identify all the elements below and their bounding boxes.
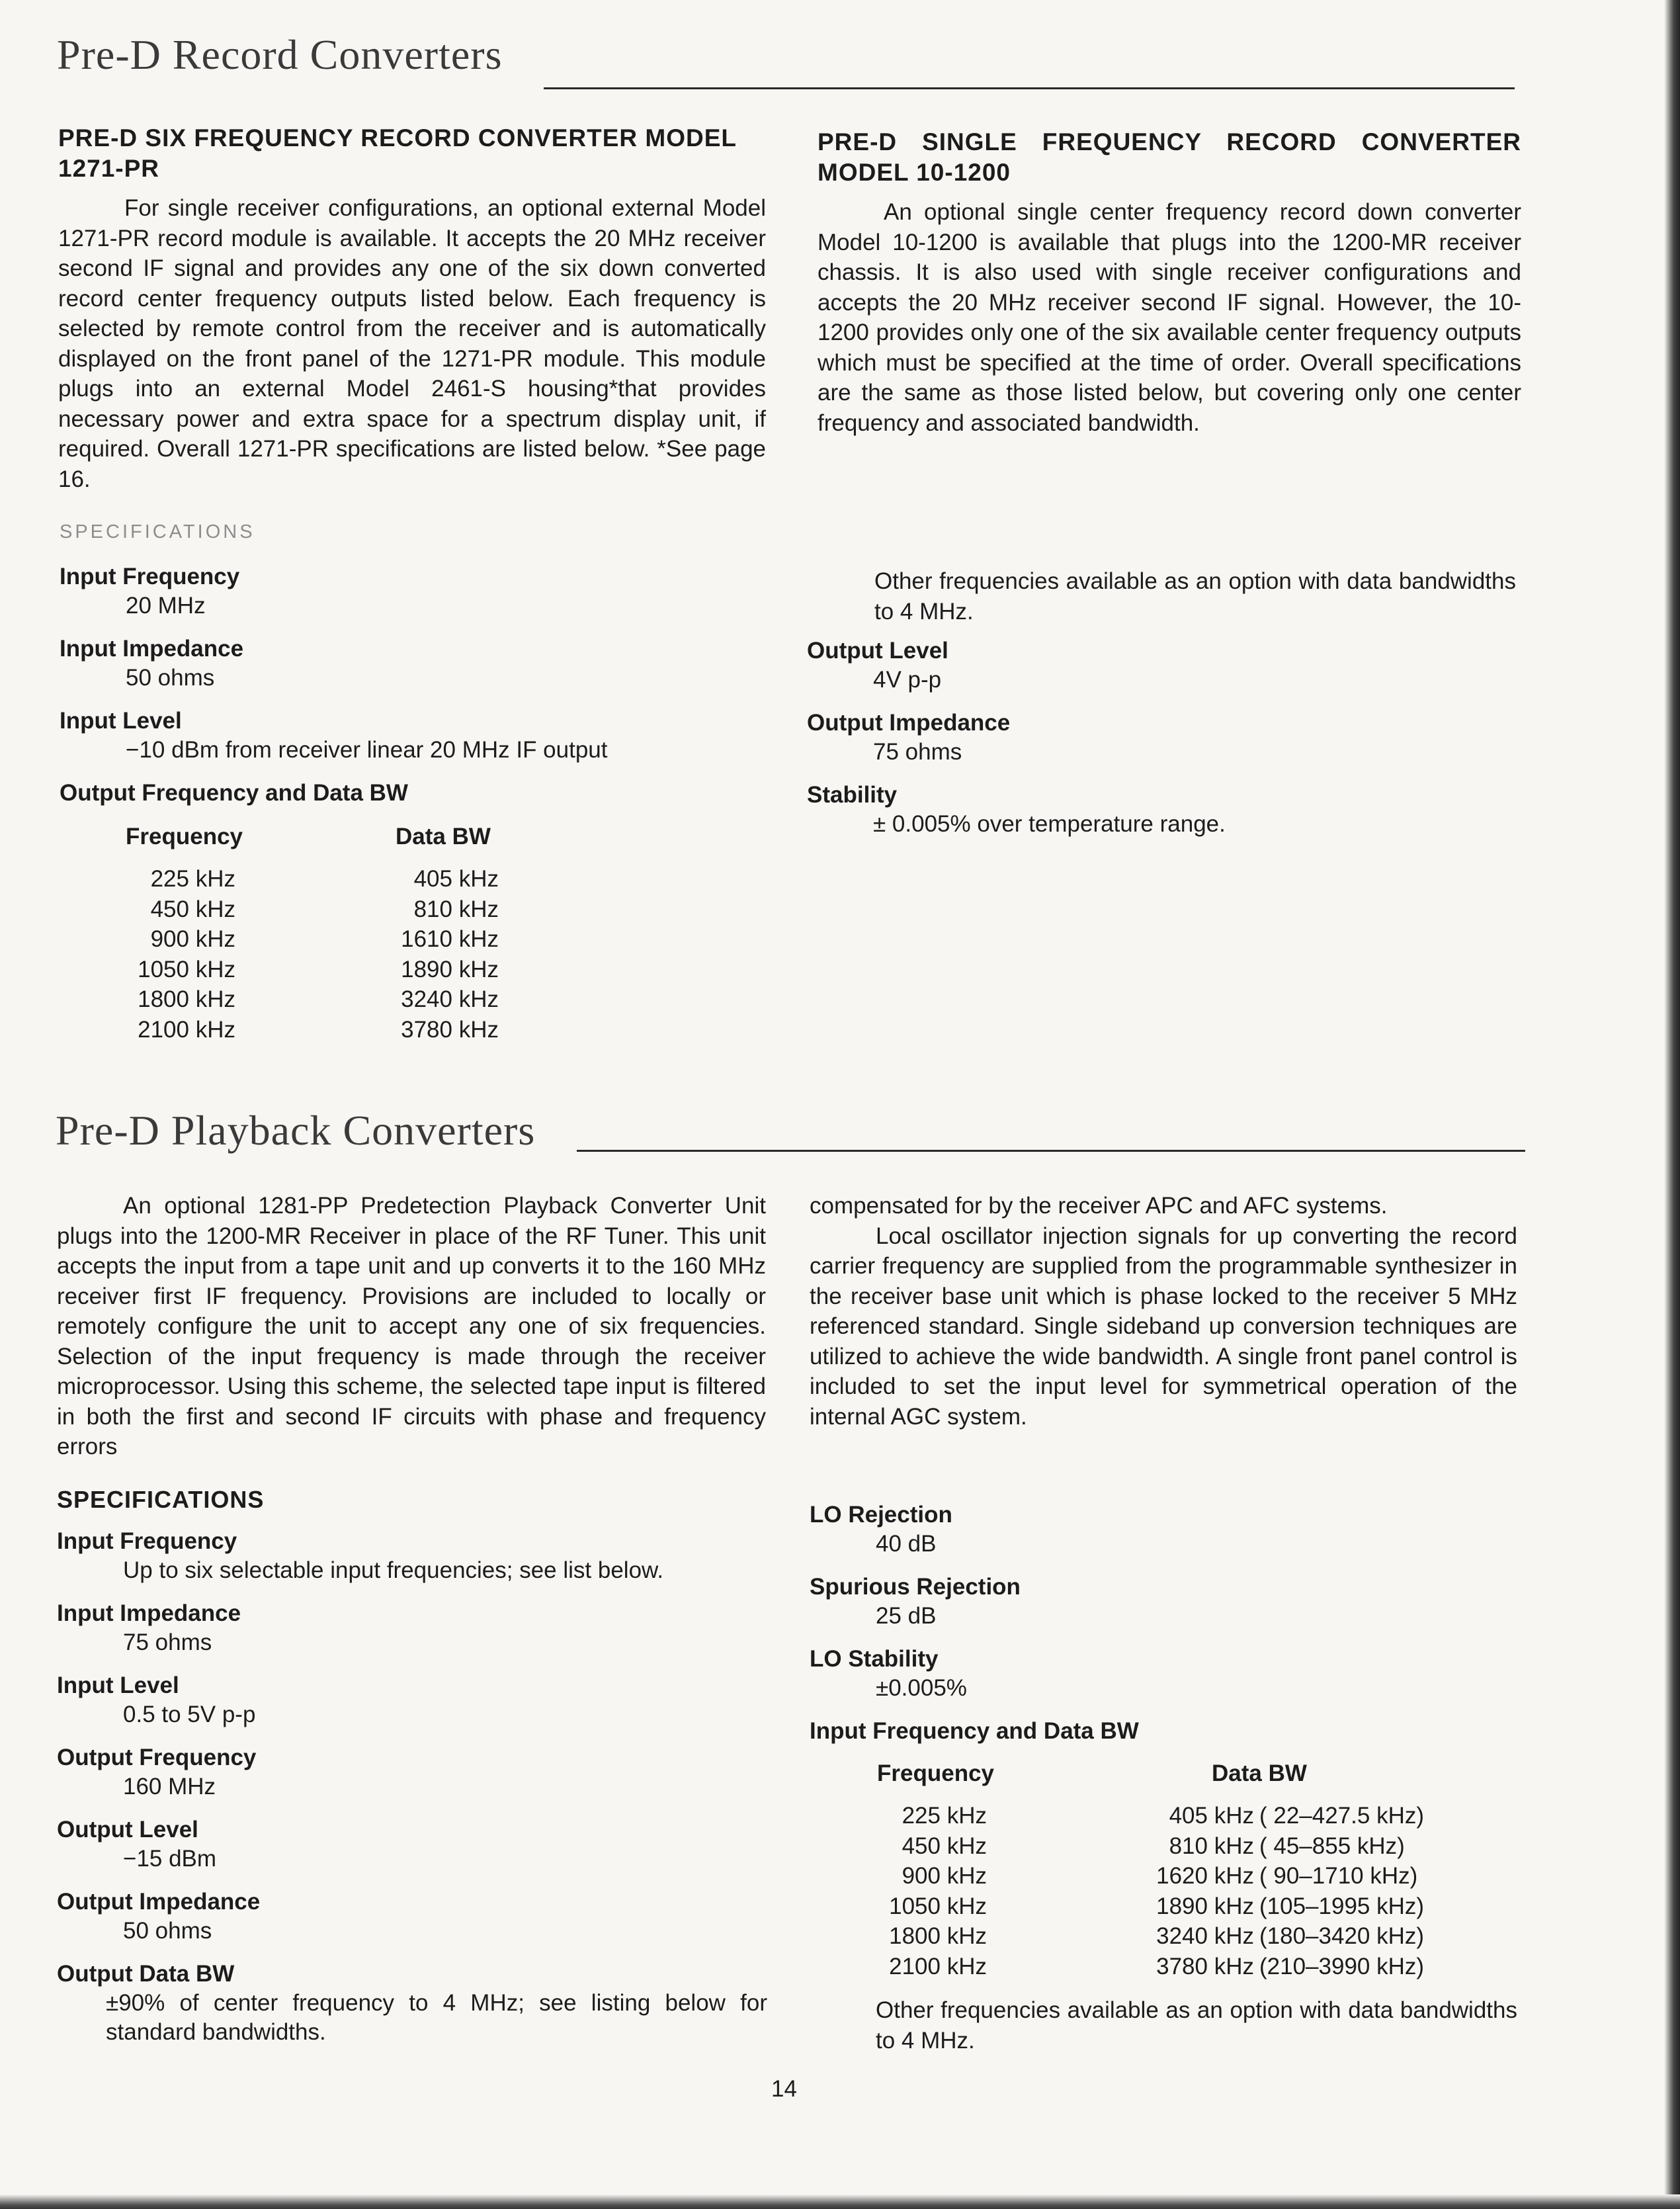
table-cell: 1890 kHz (401, 956, 499, 982)
spec-label: Input Impedance (57, 1600, 241, 1626)
spec-label: Output Level (57, 1817, 198, 1842)
record-specs-left (60, 562, 787, 808)
spec-value: ± 0.005% over temperature range. (873, 811, 1226, 837)
table-header-data-bw: Data BW (396, 824, 491, 849)
table-cell: (210–3990 kHz) (1259, 1953, 1425, 1979)
spec-value: 50 ohms (126, 665, 215, 691)
page-bottom-edge (0, 2194, 1680, 2209)
spec-label: Input Impedance (60, 636, 244, 662)
table-cell: 3780 kHz (401, 1016, 499, 1043)
spec-label: LO Stability (810, 1646, 939, 1672)
spec-value: 75 ohms (123, 1629, 212, 1655)
table-cell: 225 kHz (902, 1803, 987, 1829)
record-databw-column (396, 864, 499, 1045)
spec-value: 75 ohms (873, 739, 962, 765)
spec-value: Up to six selectable input frequencies; see list below. (123, 1557, 664, 1583)
spec-lo-stability (810, 1645, 1511, 1717)
spec-value: −10 dBm from receiver linear 20 MHz IF output (126, 737, 608, 763)
spec-label: Stability (807, 782, 898, 808)
playback-other-frequencies-note: Other frequencies available as an option with data bandwidths to 4 MHz. (876, 1997, 1517, 2054)
record-table-label: Output Frequency and Data BW (60, 780, 408, 806)
spec-value: 25 dB (876, 1603, 937, 1629)
spec-label: Input Level (60, 708, 182, 734)
spec-label: Output Frequency (57, 1745, 257, 1770)
spec-output-impedance (807, 709, 1508, 781)
spec-label: Output Impedance (57, 1889, 261, 1915)
table-header-frequency: Frequency (877, 1760, 994, 1786)
record-title-rule (544, 87, 1515, 89)
table-cell: 3240 kHz (401, 986, 499, 1012)
six-frequency-body (58, 193, 766, 494)
table-cell: 2100 kHz (889, 1953, 987, 1979)
spec-stability (807, 781, 1508, 839)
playback-frequency-table (877, 1758, 1525, 1983)
playback-specs-label: SPECIFICATIONS (57, 1486, 265, 1513)
playback-databw-column (1142, 1801, 1254, 1981)
spec-value: 40 dB (876, 1531, 937, 1557)
single-frequency-heading: PRE-D SINGLE FREQUENCY RECORD CONVERTER MODEL 10-1200 (818, 128, 1521, 186)
playback-range-column (1259, 1801, 1424, 1981)
table-cell: 810 kHz (413, 896, 499, 922)
spec-label: Output Data BW (57, 1961, 235, 1987)
spec-spurious-rejection (810, 1573, 1511, 1645)
playback-specs-right (810, 1500, 1511, 1746)
table-cell: 3240 kHz (1156, 1923, 1254, 1949)
table-cell: 405 kHz (413, 866, 499, 892)
table-header-data-bw: Data BW (1212, 1760, 1307, 1786)
table-cell: 450 kHz (150, 896, 235, 922)
table-cell: ( 90–1710 kHz) (1259, 1863, 1418, 1889)
table-cell: 1620 kHz (1156, 1863, 1254, 1889)
record-frequency-column (126, 864, 235, 1045)
spec-output-data-bw (57, 1960, 784, 2047)
six-frequency-heading: PRE-D SIX FREQUENCY RECORD CONVERTER MODEL 1271-PR (58, 124, 737, 182)
spec-label: Input Frequency (57, 1528, 237, 1554)
spec-value: 4V p-p (873, 667, 942, 693)
playback-left-paragraph: An optional 1281-PP Predetection Playback Converter Unit plugs into the 1200-MR Receiver in place of the RF Tuner. This unit accepts the input from a tape unit and up converts it to the 160 MHz receiver first IF frequency. Provisions are included to locally or remotely configure the unit to accept any one of six frequencies. Selection of the input frequency is made through the receiver microprocessor. Using this scheme, the selected tape input is filtered in both the first and second IF circuits with phase and frequency errors (57, 1193, 766, 1459)
table-cell: ( 45–855 kHz) (1259, 1833, 1405, 1859)
table-cell: 1050 kHz (889, 1893, 987, 1919)
spec-label: Spurious Rejection (810, 1574, 1021, 1600)
table-cell: 225 kHz (150, 866, 235, 892)
playback-frequency-column (877, 1801, 987, 1981)
table-cell: (105–1995 kHz) (1259, 1893, 1425, 1919)
spec-input-impedance (57, 1599, 784, 1671)
page-binding-edge (1664, 0, 1680, 2209)
spec-value: ±0.005% (876, 1675, 967, 1701)
record-right-column (818, 127, 1521, 438)
playback-right-body (810, 1191, 1517, 1432)
table-cell: ( 22–427.5 kHz) (1259, 1803, 1425, 1829)
record-section-title: Pre-D Record Converters (57, 31, 503, 78)
spec-label: Input Level (57, 1672, 179, 1698)
spec-output-impedance (57, 1887, 784, 1960)
page-number: 14 (771, 2076, 797, 2102)
table-cell: (180–3420 kHz) (1259, 1923, 1425, 1949)
table-header-frequency: Frequency (126, 824, 243, 849)
spec-input-frequency (60, 562, 787, 634)
spec-value: 20 MHz (126, 593, 206, 619)
spec-input-impedance (60, 634, 787, 707)
table-cell: 3780 kHz (1156, 1953, 1254, 1979)
spec-label: Output Impedance (807, 710, 1011, 736)
table-cell: 1890 kHz (1156, 1893, 1254, 1919)
table-cell: 810 kHz (1169, 1833, 1254, 1859)
table-cell: 2100 kHz (138, 1016, 235, 1043)
spec-label: Output Level (807, 638, 948, 664)
playback-table-label: Input Frequency and Data BW (810, 1718, 1139, 1744)
table-cell: 1800 kHz (138, 986, 235, 1012)
table-cell: 900 kHz (150, 926, 235, 952)
spec-value: −15 dBm (123, 1846, 217, 1872)
table-cell: 900 kHz (902, 1863, 987, 1889)
table-cell: 1050 kHz (138, 956, 235, 982)
spec-input-level (57, 1671, 784, 1743)
record-frequency-table (126, 822, 589, 1047)
single-frequency-paragraph: An optional single center frequency record down converter Model 10-1200 is available that plugs into the 1200-MR receiver chassis. It is also used with single receiver configurations and accepts the 20 MHz receiver second IF signal. However, the 10-1200 provides only one of the six available center frequency outputs which must be specified at the time of order. Overall specifications are the same as those listed below, but covering only one center frequency and associated bandwidth. (818, 199, 1521, 436)
playback-left-body (57, 1191, 766, 1462)
playback-right-paragraph-1: compensated for by the receiver APC and AFC systems. (810, 1193, 1388, 1219)
spec-output-frequency (57, 1743, 784, 1815)
playback-section-title: Pre-D Playback Converters (56, 1107, 536, 1154)
six-frequency-paragraph: For single receiver configurations, an optional external Model 1271-PR record module is available. It accepts the 20 MHz receiver second IF signal and provides any one of the six down converted record center frequency outputs listed below. Each frequency is selected by remote control from the receiver and is automatically displayed on the front panel of the 1271-PR module. This module plugs into an external Model 2461-S housing*that provides necessary power and extra space for a spectrum display unit, if required. Overall 1271-PR specifications are listed below. *See page 16. (58, 195, 766, 492)
spec-value: 50 ohms (123, 1918, 212, 1944)
spec-label: LO Rejection (810, 1502, 952, 1528)
spec-value: 0.5 to 5V p-p (123, 1702, 256, 1727)
table-cell: 405 kHz (1169, 1803, 1254, 1829)
record-other-frequencies-note: Other frequencies available as an option with data bandwidths to 4 MHz. (874, 568, 1516, 625)
spec-output-level (57, 1815, 784, 1887)
table-cell: 1800 kHz (889, 1923, 987, 1949)
table-cell: 450 kHz (902, 1833, 987, 1859)
playback-specs-left (57, 1527, 784, 2047)
spec-input-level (60, 707, 787, 779)
spec-output-level (807, 636, 1508, 709)
spec-lo-rejection (810, 1500, 1511, 1573)
record-left-column (58, 123, 766, 494)
playback-title-rule (577, 1150, 1525, 1152)
single-frequency-body (818, 197, 1521, 438)
record-specs-label: SPECIFICATIONS (60, 521, 255, 542)
spec-value: 160 MHz (123, 1774, 216, 1799)
spec-label: Input Frequency (60, 564, 240, 589)
table-cell: 1610 kHz (401, 926, 499, 952)
playback-right-paragraph-2: Local oscillator injection signals for up converting the record carrier frequency are supplied from the programmable synthesizer in the receiver base unit which is phase locked to the receiver 5 MHz referenced standard. Single sideband up conversion techniques are utilized to achieve the wide bandwidth. A single front panel control is included to set the input level for symmetrical operation of the internal AGC system. (810, 1223, 1517, 1430)
spec-value: ±90% of center frequency to 4 MHz; see listing below for standard bandwidths. (106, 1990, 767, 2045)
record-specs-right (807, 636, 1508, 839)
spec-input-frequency (57, 1527, 784, 1599)
